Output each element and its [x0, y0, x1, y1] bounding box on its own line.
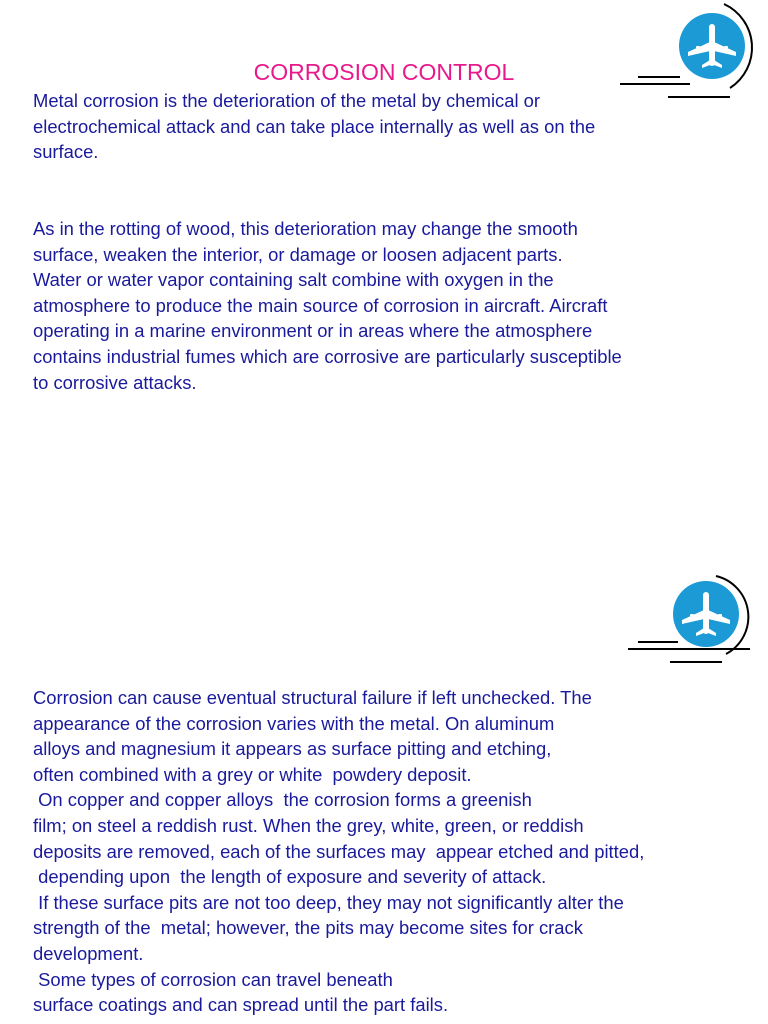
text-line: surface.	[33, 141, 99, 163]
text-line: Some types of corrosion can travel beneath	[33, 968, 393, 990]
text-line: often combined with a grey or white powdery deposit.	[33, 763, 472, 785]
airplane-logo	[626, 574, 760, 668]
text-line: contains industrial fumes which are corrosive are particularly susceptible	[33, 345, 622, 367]
text-line: atmosphere to produce the main source of corrosion in aircraft. Aircraft	[33, 294, 608, 316]
text-line: Metal corrosion is the deterioration of the metal by chemical or	[33, 90, 540, 111]
slide-2	[0, 512, 768, 1024]
text-line: appearance of the corrosion varies with the metal. On aluminum	[33, 712, 555, 734]
text-line: Water or water vapor containing salt combine with oxygen in the	[33, 269, 554, 291]
text-line: operating in a marine environment or in areas where the atmosphere	[33, 320, 593, 342]
text-line: If these surface pits are not too deep, they may not significantly alter the	[33, 891, 624, 913]
text-line: Corrosion can cause eventual structural failure if left unchecked. The	[33, 687, 592, 708]
intro-paragraph	[33, 88, 733, 165]
text-line: deposits are removed, each of the surfaces may appear etched and pitted,	[33, 840, 645, 862]
text-line: As in the rotting of wood, this deterioration may change the smooth	[33, 218, 578, 239]
airplane-icon	[626, 574, 760, 668]
text-line: electrochemical attack and can take place internally as well as on the	[33, 115, 596, 137]
cause-paragraph	[33, 216, 733, 395]
text-line: strength of the metal; however, the pits may become sites for crack	[33, 917, 583, 939]
text-line: surface, weaken the interior, or damage or loosen adjacent parts.	[33, 243, 563, 265]
effects-paragraph	[33, 685, 733, 1018]
text-line: depending upon the length of exposure and severity of attack.	[33, 866, 547, 888]
text-line: surface coatings and can spread until the part fails.	[33, 994, 449, 1016]
text-line: to corrosive attacks.	[33, 371, 197, 393]
text-line: On copper and copper alloys the corrosion forms a greenish	[33, 789, 532, 811]
text-line: film; on steel a reddish rust. When the grey, white, green, or reddish	[33, 814, 584, 836]
text-line: alloys and magnesium it appears as surface pitting and etching,	[33, 738, 552, 760]
text-line: development.	[33, 942, 144, 964]
page-title: CORROSION CONTROL	[253, 59, 515, 85]
